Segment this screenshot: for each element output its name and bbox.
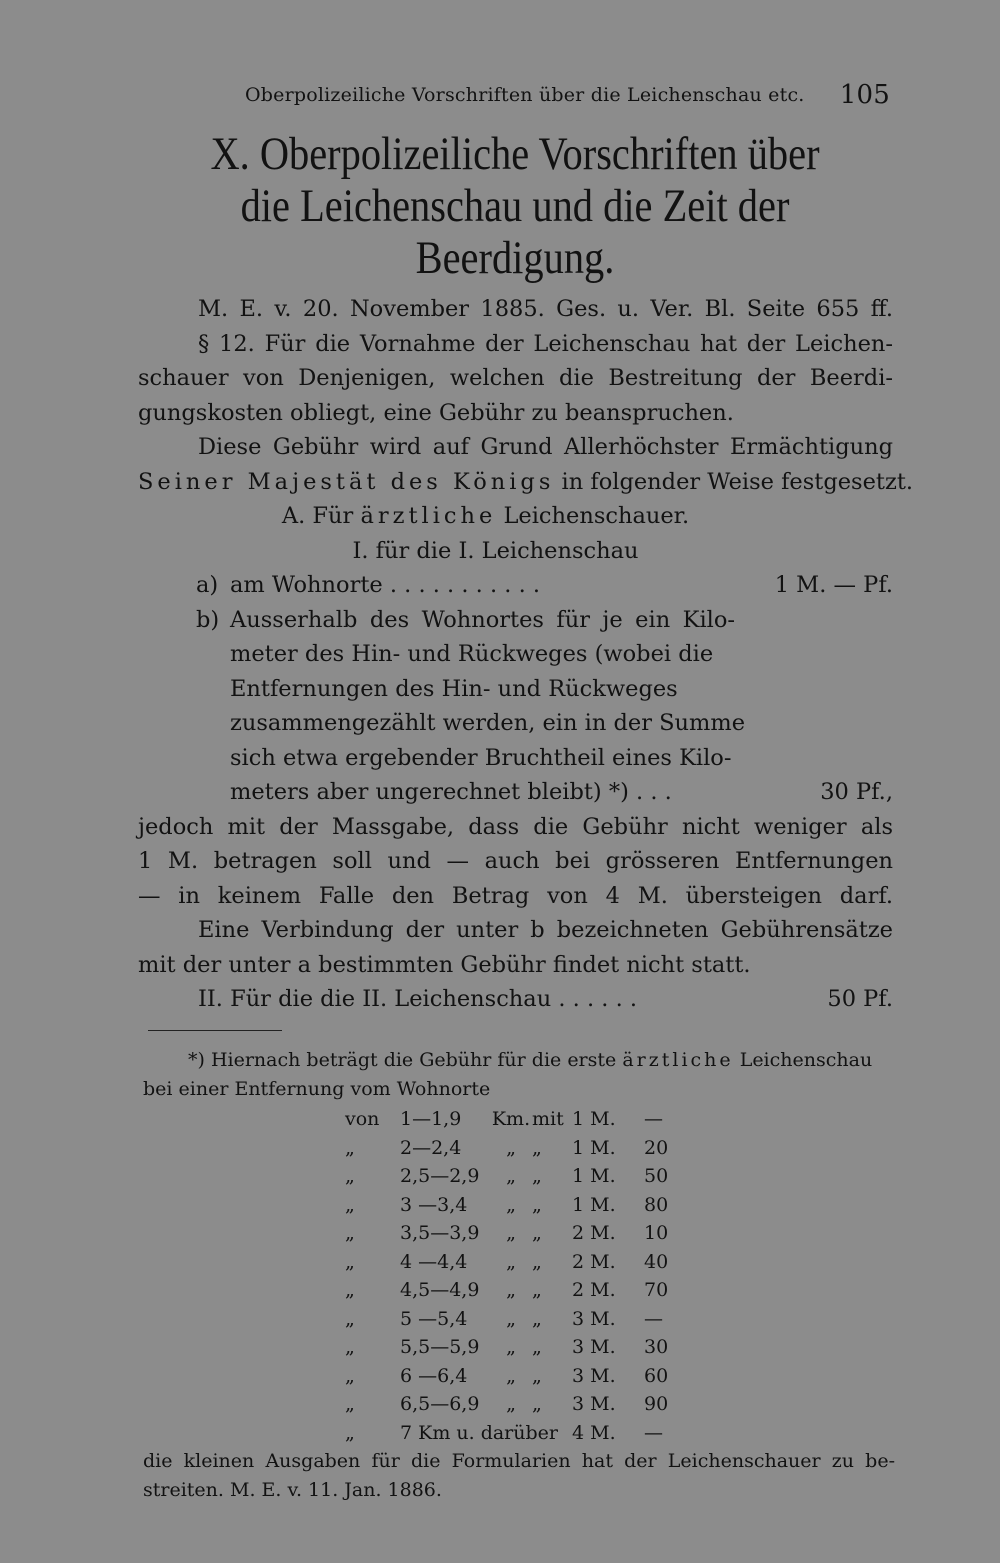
fee-item-ii-text: II. Für die die II. Leichenschau . . . . . .	[198, 986, 638, 1012]
footnote-closing-line-1: die kleinen Ausgaben für die Formularien hat der Leichenschauer zu be-	[143, 1450, 895, 1472]
fee-table-cell: mit	[532, 1108, 564, 1131]
fee-table-cell: „	[345, 1364, 355, 1387]
fee-table-row	[345, 1248, 684, 1277]
fee-item-b-continuation	[138, 637, 746, 775]
heading-a-suffix: Leichenschauer.	[496, 503, 690, 529]
fee-table-cell: Km.	[491, 1108, 531, 1131]
fee-table-cell: 2 M.	[572, 1222, 616, 1245]
fee-table-cell: „	[532, 1307, 542, 1330]
fee-table-cell: „	[345, 1165, 355, 1188]
fee-table-cell: „	[532, 1222, 542, 1245]
fee-table-cell: 3,5—3,9	[400, 1222, 480, 1245]
footnote-line-1-suffix: Leichenschau	[733, 1049, 873, 1071]
fee-item-a	[138, 568, 893, 603]
fee-table	[345, 1105, 684, 1447]
fee-table-cell: „	[532, 1136, 542, 1159]
page-number: 105	[839, 80, 890, 110]
section-heading-a	[138, 499, 893, 534]
fee-table-cell: „	[532, 1250, 542, 1273]
fee-table-row	[345, 1162, 684, 1191]
fee-table-cell: „	[506, 1279, 516, 1302]
fee-item-b	[138, 603, 893, 638]
fee-table-cell: 1 M.	[572, 1108, 616, 1131]
footnote-rule	[148, 1030, 282, 1031]
fee-table-cell: „	[506, 1307, 516, 1330]
paragraph-limit-line-3: — in keinem Falle den Betrag von 4 M. übersteigen darf.	[138, 882, 893, 909]
fee-table-cell: 2 M.	[572, 1279, 616, 1302]
fee-table-cell: „	[506, 1165, 516, 1188]
fee-table-cell: 3 M.	[572, 1307, 616, 1330]
fee-table-cell: 60	[644, 1364, 669, 1387]
fee-table-cell: 90	[644, 1393, 669, 1416]
footnote-line-1-spaced: ärztliche	[622, 1049, 734, 1071]
heading-a-spaced: ärztliche	[360, 503, 497, 529]
paragraph-limit-line-1: jedoch mit der Massgabe, dass die Gebühr nicht weniger als	[138, 813, 893, 840]
fee-table-row	[345, 1305, 684, 1334]
fee-table-cell: „	[345, 1307, 355, 1330]
footnote-closing	[143, 1447, 895, 1505]
fee-item-b-line-3: Entfernungen des Hin- und Rückweges	[230, 675, 678, 702]
fee-item-b-line-2: meter des Hin- und Rückweges (wobei die	[230, 641, 714, 667]
fee-table-cell: 4 M.	[572, 1421, 616, 1444]
paragraph-12-line-1: § 12. Für die Vornahme der Leichenschau hat der Leichen-	[198, 330, 893, 357]
fee-table-cell: 40	[644, 1250, 669, 1273]
fee-table-row	[345, 1276, 684, 1305]
fee-table-row	[345, 1219, 684, 1248]
fee-table-row	[345, 1333, 684, 1362]
fee-table-cell: 1—1,9	[400, 1108, 462, 1131]
fee-table-cell: 3 M.	[572, 1393, 616, 1416]
fee-item-ii	[138, 982, 893, 1017]
fee-table-row	[345, 1134, 684, 1163]
fee-table-cell: 6 —6,4	[400, 1364, 468, 1387]
running-head	[245, 82, 890, 112]
fee-table-cell: „	[532, 1393, 542, 1416]
fee-table-cell: 2—2,4	[400, 1136, 462, 1159]
chapter-title	[184, 128, 846, 284]
fee-table-cell: „	[345, 1421, 355, 1444]
paragraph-fee-line-2	[138, 465, 914, 500]
fee-table-cell: „	[506, 1193, 516, 1216]
fee-item-b-amount: 30 Pf.,	[820, 779, 893, 805]
fee-table-cell: „	[506, 1222, 516, 1245]
body-text	[138, 292, 914, 1017]
footnote-closing-line-2: streiten. M. E. v. 11. Jan. 1886.	[143, 1479, 442, 1501]
fee-table-cell: „	[532, 1165, 542, 1188]
fee-table-cell: „	[345, 1279, 355, 1302]
section-heading-i: I. für die I. Leichenschau	[352, 537, 639, 564]
paragraph-fee-line-1: Diese Gebühr wird auf Grund Allerhöchster Ermächtigung	[198, 434, 893, 460]
footnote-line-2: bei einer Entfernung vom Wohnorte	[143, 1078, 491, 1100]
fee-table-cell: „	[345, 1193, 355, 1216]
fee-table-row	[345, 1191, 684, 1220]
fee-table-cell: 30	[644, 1336, 669, 1359]
fee-table-row	[345, 1362, 684, 1391]
fee-table-cell: 3 M.	[572, 1364, 616, 1387]
fee-table-cell: „	[532, 1336, 542, 1359]
fee-table-cell: 1 M.	[572, 1193, 616, 1216]
fee-table-cell: 1 M.	[572, 1165, 616, 1188]
fee-table-cell: 3 —3,4	[400, 1193, 468, 1216]
fee-table-cell: „	[532, 1364, 542, 1387]
fee-table-cell: 7 Km u. darüber	[400, 1421, 558, 1444]
fee-item-b-label: b)	[196, 606, 220, 633]
fee-table-cell: „	[506, 1393, 516, 1416]
paragraph-fee-line-2-rest: in folgender Weise festgesetzt.	[554, 468, 914, 495]
fee-table-cell: —	[644, 1307, 663, 1330]
chapter-title-line-1: X. Oberpolizeiliche Vorschriften über	[210, 128, 820, 180]
fee-table-cell: —	[644, 1421, 663, 1444]
fee-table-cell: „	[506, 1136, 516, 1159]
fee-table-cell: „	[345, 1250, 355, 1273]
fee-table-cell: 10	[644, 1222, 669, 1245]
paragraph-combination-line-2: mit der unter a bestimmten Gebühr findet nicht statt.	[138, 951, 751, 978]
fee-table-cell: 2,5—2,9	[400, 1165, 480, 1188]
fee-table-cell: 5 —5,4	[400, 1307, 468, 1330]
fee-table-cell: „	[345, 1336, 355, 1359]
spaced-majesty: Seiner Majestät des Königs	[138, 468, 555, 495]
running-head-title: Oberpolizeiliche Vorschriften über die Leichenschau etc.	[245, 84, 805, 106]
fee-table-cell: 4 —4,4	[400, 1250, 468, 1273]
footnote-line-1-prefix: *) Hiernach beträgt die Gebühr für die erste	[188, 1049, 623, 1071]
fee-table-cell: „	[506, 1250, 516, 1273]
paragraph-12-line-3: gungskosten obliegt, eine Gebühr zu beanspruchen.	[138, 399, 734, 426]
fee-item-a-amount: 1 M. — Pf.	[774, 572, 893, 598]
fee-table-cell: 3 M.	[572, 1336, 616, 1359]
fee-item-a-text: am Wohnorte . . . . . . . . . . .	[230, 572, 541, 598]
fee-table-cell: von	[345, 1108, 380, 1131]
fee-table-row	[345, 1390, 684, 1419]
fee-table-cell: „	[345, 1222, 355, 1245]
footnote	[143, 1046, 895, 1104]
paragraph-combination-line-1: Eine Verbindung der unter b bezeichneten Gebührensätze	[198, 917, 893, 943]
heading-a-prefix: A. Für	[281, 503, 361, 529]
fee-item-a-label: a)	[196, 572, 219, 598]
fee-table-cell: 70	[644, 1279, 669, 1302]
fee-table-cell: 80	[644, 1193, 669, 1216]
fee-table-cell: 50	[644, 1165, 669, 1188]
fee-table-row	[345, 1105, 684, 1134]
fee-table-cell: 20	[644, 1136, 669, 1159]
fee-item-b-line-5: sich etwa ergebender Bruchtheil eines Kilo-	[230, 744, 732, 771]
fee-table-cell: „	[345, 1136, 355, 1159]
fee-item-b-line-1: Ausserhalb des Wohnortes für je ein Kilo-	[230, 606, 735, 633]
chapter-title-line-3: Beerdigung.	[415, 232, 615, 284]
fee-item-b-line-6: meters aber ungerechnet bleibt) *) . . .	[230, 779, 672, 805]
fee-table-cell: „	[345, 1393, 355, 1416]
fee-table-cell: 4,5—4,9	[400, 1279, 480, 1302]
fee-table-cell: 2 M.	[572, 1250, 616, 1273]
fee-table-cell: —	[644, 1108, 663, 1131]
fee-table-row	[345, 1419, 684, 1448]
fee-table-cell: „	[532, 1279, 542, 1302]
paragraph-limit-line-2: 1 M. betragen soll und — auch bei grösseren Entfernungen	[138, 848, 893, 874]
chapter-title-line-2: die Leichenschau und die Zeit der	[240, 180, 790, 232]
fee-table-cell: „	[506, 1336, 516, 1359]
fee-table-cell: 1 M.	[572, 1136, 616, 1159]
citation-line: M. E. v. 20. November 1885. Ges. u. Ver. Bl. Seite 655 ff.	[198, 296, 893, 322]
paragraph-12-line-2: schauer von Denjenigen, welchen die Bestreitung der Beerdi-	[138, 365, 893, 391]
fee-table-cell: „	[532, 1193, 542, 1216]
fee-table-cell: 5,5—5,9	[400, 1336, 480, 1359]
fee-table-cell: „	[506, 1364, 516, 1387]
footnote-line-1	[143, 1046, 895, 1075]
fee-item-b-last	[138, 775, 893, 810]
fee-table-cell: 6,5—6,9	[400, 1393, 480, 1416]
fee-item-ii-amount: 50 Pf.	[827, 986, 893, 1012]
fee-item-b-line-4: zusammengezählt werden, ein in der Summe	[230, 710, 746, 736]
